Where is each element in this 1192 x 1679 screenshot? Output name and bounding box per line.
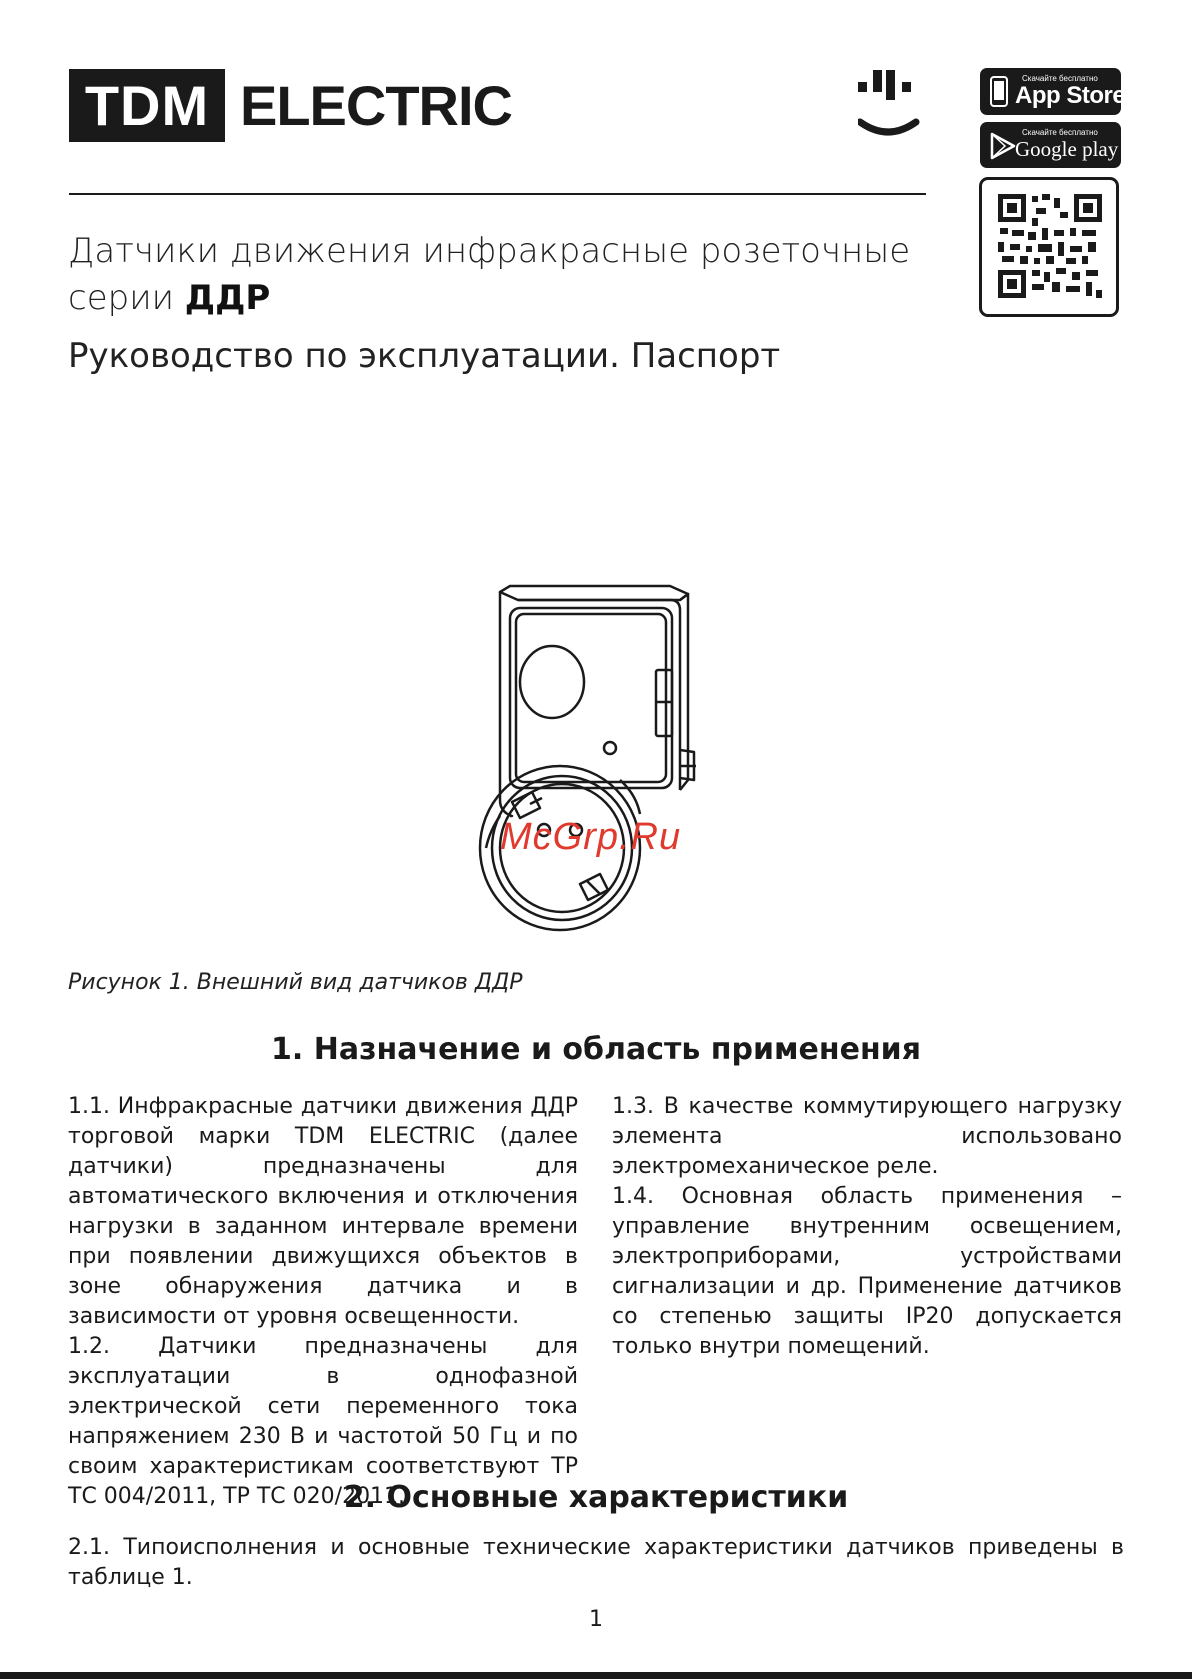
paragraph-2-1: 2.1. Типоисполнения и основные технические характеристики датчиков приведены в таблице 1. bbox=[68, 1535, 1124, 1590]
section-1-heading: 1. Назначение и область применения bbox=[271, 1032, 921, 1067]
section-2-heading: 2. Основные характеристики bbox=[343, 1480, 849, 1515]
watermark-text: McGrp.Ru bbox=[500, 816, 682, 858]
paragraph-1-4: 1.4. Основная область применения – управление внутренним освещением, электроприборами, устройствами сигнализации и др. Применение датчиков со степенью защиты IP20 допускается только внутри помещений. bbox=[612, 1184, 1122, 1359]
google-play-caption: Скачайте бесплатно bbox=[1022, 128, 1098, 137]
section-1-right-column bbox=[612, 1092, 1122, 1362]
brand-logo-box: TDM bbox=[69, 69, 225, 142]
play-triangle-icon bbox=[990, 132, 1016, 160]
document-title bbox=[68, 228, 928, 322]
app-store-label: App Store bbox=[1015, 82, 1126, 109]
google-play-label: Google play bbox=[1015, 137, 1119, 161]
header-divider bbox=[69, 193, 926, 195]
title-series-code: ДДР bbox=[184, 278, 271, 318]
title-line-1: Датчики движения инфракрасные розеточные bbox=[68, 231, 911, 271]
title-line-2 bbox=[68, 275, 928, 322]
motion-sensor-socket-illustration bbox=[470, 580, 730, 940]
section-1-left-column bbox=[68, 1092, 578, 1512]
bottom-edge-bar bbox=[0, 1672, 1192, 1679]
app-store-caption: Скачайте бесплатно bbox=[1022, 74, 1098, 83]
brand-mark-icon bbox=[858, 70, 928, 140]
title-line-2-prefix: серии bbox=[68, 278, 185, 318]
google-play-badge[interactable] bbox=[980, 122, 1121, 168]
app-store-badge[interactable] bbox=[980, 68, 1126, 115]
figure-caption: Рисунок 1. Внешний вид датчиков ДДР bbox=[68, 970, 523, 995]
qr-code[interactable] bbox=[979, 177, 1119, 317]
brand-logo-word: ELECTRIC bbox=[240, 74, 512, 137]
paragraph-1-1: 1.1. Инфракрасные датчики движения ДДР торговой марки TDM ELECTRIC (далее датчики) предназначены для автоматического включения и отключения нагрузки в заданном интервале времени при появлении движущихся объектов в зоне обнаружения датчика и в зависимости от уровня освещенности. bbox=[68, 1094, 578, 1329]
paragraph-1-3: 1.3. В качестве коммутирующего нагрузку элемента использовано электромеханическое реле. bbox=[612, 1094, 1122, 1179]
paragraph-1-2: 1.2. Датчики предназначены для эксплуатации в однофазной электрической сети переменного тока напряжением 230 В и частотой 50 Гц и по своим характеристикам соответствуют ТР ТС 004/2011, ТР ТС 020/2011. bbox=[68, 1334, 578, 1509]
document-subtitle: Руководство по эксплуатации. Паспорт bbox=[68, 336, 781, 376]
qr-code-icon bbox=[998, 194, 1102, 298]
page-number: 1 bbox=[589, 1607, 603, 1632]
phone-icon bbox=[990, 76, 1008, 107]
